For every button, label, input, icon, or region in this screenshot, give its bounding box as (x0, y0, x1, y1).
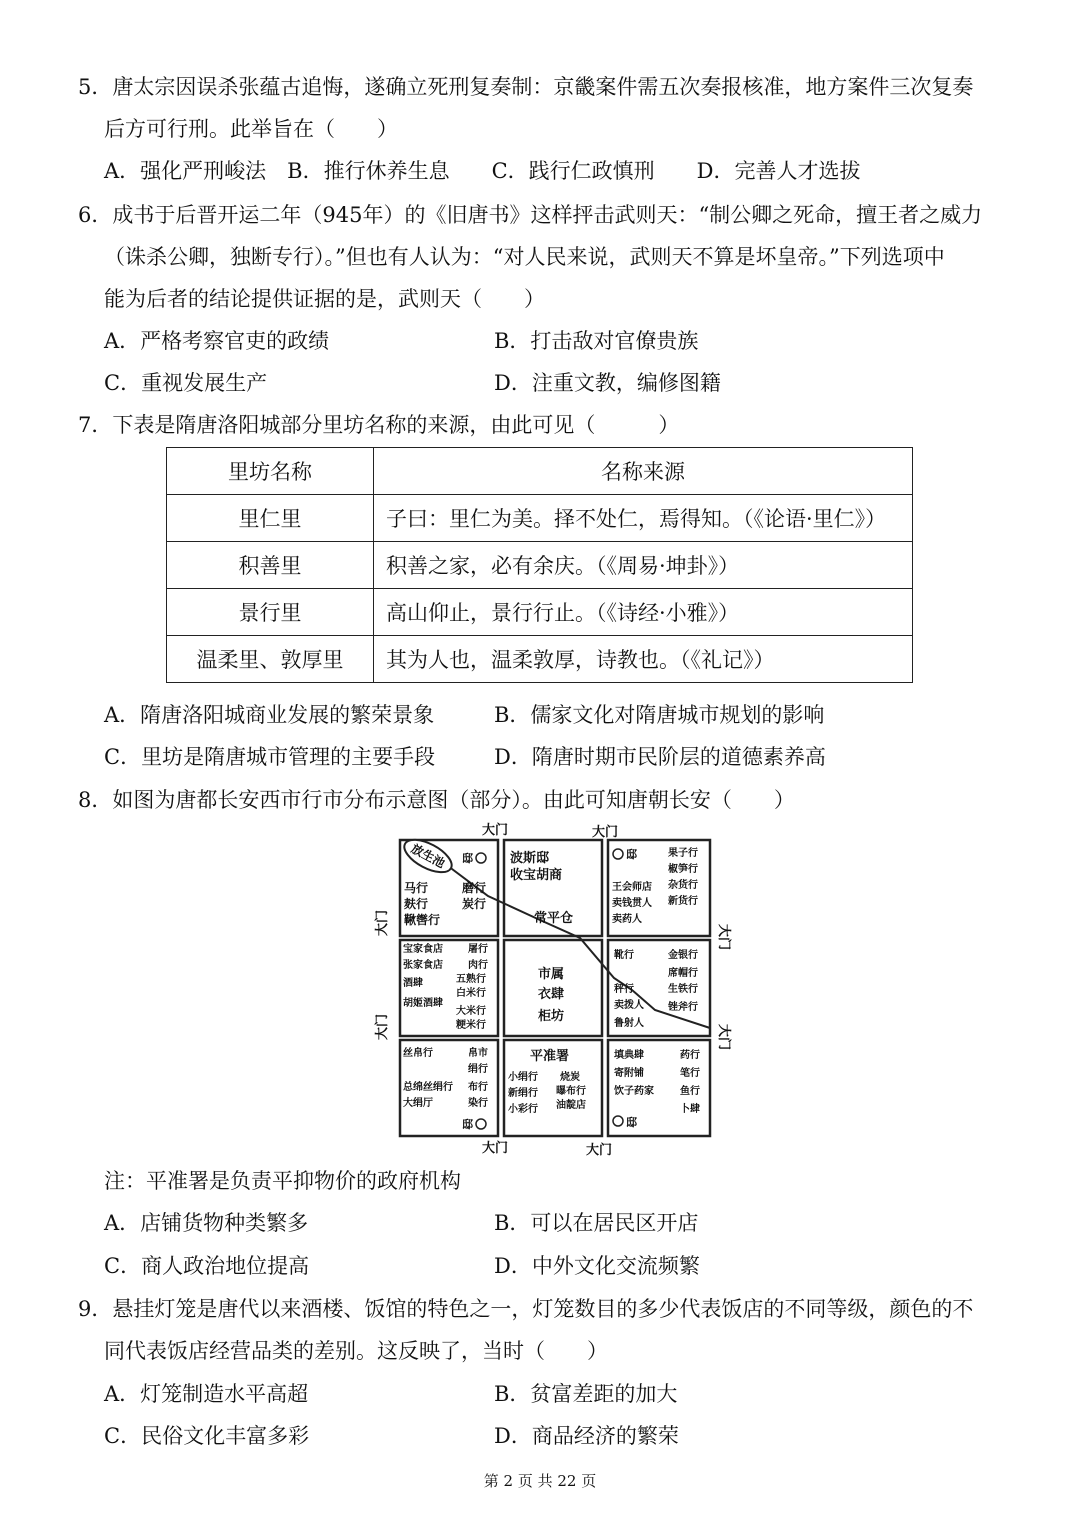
q8-option-d: D．中外文化交流频繁 (494, 1254, 700, 1278)
shop-label: 席帽行 (668, 968, 698, 979)
shop-label: 卖药人 (612, 914, 642, 925)
gate-west-2: 大门 (375, 1013, 390, 1040)
q6-stem-line2: （诛杀公卿，独断专行）。”但也有人认为：“对人民来说，武则天不算是坏皇帝。”下列选项中 (104, 245, 945, 269)
shop-label: 绢行 (468, 1064, 488, 1075)
shop-label: 波斯邸 (510, 851, 550, 866)
di-icon (476, 1119, 486, 1129)
shop-label: 卜肆 (680, 1104, 700, 1115)
shop-label: 总绵丝绢行 (403, 1082, 453, 1093)
q7-option-d: D．隋唐时期市民阶层的道德素养高 (494, 745, 826, 769)
shop-label: 五熟行 (456, 974, 486, 985)
shop-label: 宝家食店 (403, 944, 443, 955)
table-cell-source: 积善之家，必有余庆。（《周易·坤卦》） (374, 542, 913, 589)
shop-label: 王会师店 (612, 882, 652, 893)
gate-east-2: 大门 (716, 1024, 731, 1051)
table-row (167, 636, 913, 683)
shop-label: 生铁行 (668, 984, 698, 995)
shop-label: 药行 (680, 1050, 700, 1061)
shop-label: 锉斧行 (668, 1002, 698, 1013)
shop-label: 油靛店 (556, 1100, 586, 1111)
q8-option-a: A．店铺货物种类繁多 (104, 1211, 309, 1235)
table-row (167, 495, 913, 542)
table-cell-source: 高山仰止，景行行止。（《诗经·小雅》） (374, 589, 913, 636)
lifang-table (166, 447, 913, 683)
di-icon (613, 849, 623, 859)
q6-option-b: B．打击敌对官僚贵族 (494, 329, 699, 353)
q7-stem: 7．下表是隋唐洛阳城部分里坊名称的来源，由此可见（ ） (78, 413, 680, 437)
q5-stem-line2: 后方可行刑。此举旨在（ ） (104, 117, 398, 141)
shop-label: 麸行 (404, 897, 429, 911)
shop-label: 卖拨人 (614, 1000, 644, 1011)
shop-label: 平准署 (530, 1049, 570, 1064)
shop-label: 小绢行 (508, 1072, 538, 1083)
shop-label: 杂货行 (668, 880, 698, 891)
shop-label: 帛市 (468, 1048, 488, 1059)
shop-label: 张家食店 (403, 960, 443, 971)
q9-option-c: C．民俗文化丰富多彩 (104, 1424, 310, 1448)
di-label: 邸 (462, 852, 473, 865)
shop-label: 金银行 (668, 950, 698, 961)
q6-option-a: A．严格考察官吏的政绩 (104, 329, 330, 353)
table-header-source: 名称来源 (374, 448, 913, 495)
table-cell-name: 积善里 (167, 542, 374, 589)
shop-label: 大绢厅 (403, 1098, 433, 1109)
shop-label: 卖钱贯人 (612, 898, 652, 909)
di-icon (476, 853, 486, 863)
q8-option-b: B．可以在居民区开店 (494, 1211, 699, 1235)
shop-label: 果子行 (668, 848, 698, 859)
q7-option-b: B．儒家文化对隋唐城市规划的影响 (494, 703, 825, 727)
di-icon (613, 1116, 623, 1126)
gate-south-2: 大门 (586, 1143, 613, 1158)
shop-label: 鱼行 (680, 1086, 700, 1097)
gate-north-1: 大门 (482, 823, 509, 838)
shop-label: 粳米行 (456, 1020, 486, 1031)
shop-label: 磨行 (462, 881, 487, 895)
shop-label: 柜坊 (538, 1009, 565, 1024)
shop-label: 靴行 (614, 950, 634, 961)
table-cell-name: 景行里 (167, 589, 374, 636)
q5-stem-line1: 5．唐太宗因误杀张蕴古追悔，遂确立死刑复奏制：京畿案件需五次奏报核准，地方案件三次复奏 (78, 75, 974, 99)
shop-label: 屠行 (468, 944, 488, 955)
q9-stem-line1: 9．悬挂灯笼是唐代以来酒楼、饭馆的特色之一，灯笼数目的多少代表饭店的不同等级，颜色的不 (78, 1297, 974, 1321)
q9-stem-line2: 同代表饭店经营品类的差别。这反映了，当时（ ） (104, 1339, 608, 1363)
shop-label: 笔行 (680, 1068, 700, 1079)
table-cell-name: 里仁里 (167, 495, 374, 542)
q7-option-a: A．隋唐洛阳城商业发展的繁荣景象 (104, 703, 435, 727)
gate-west-1: 大门 (375, 909, 390, 936)
table-row (167, 542, 913, 589)
di-label: 邸 (462, 1118, 473, 1131)
q6-stem-line1: 6．成书于后晋开运二年（945年）的《旧唐书》这样抨击武则天：“制公卿之死命，擅王者之威力 (78, 203, 983, 227)
q9-option-a: A．灯笼制造水平高超 (104, 1382, 309, 1406)
q6-stem-line3: 能为后者的结论提供证据的是，武则天（ ） (104, 287, 545, 311)
q5-options: A．强化严刑峻法 B．推行休养生息 C．践行仁政慎刑 D．完善人才选拔 (104, 159, 861, 183)
shop-label: 烧炭 (560, 1072, 580, 1083)
shop-label: 鲁射人 (614, 1018, 644, 1029)
gate-east-1: 大门 (716, 924, 731, 951)
table-cell-name: 温柔里、敦厚里 (167, 636, 374, 683)
table-header-name: 里坊名称 (167, 448, 374, 495)
q9-option-d: D．商品经济的繁荣 (494, 1424, 679, 1448)
shop-label: 白米行 (456, 988, 486, 999)
di-label: 邸 (626, 848, 637, 861)
shop-label: 秤行 (614, 984, 634, 995)
shop-label: 马行 (404, 881, 429, 895)
shop-label: 丝帛行 (403, 1048, 433, 1059)
page-footer: 第 2 页 共 22 页 (483, 1472, 597, 1490)
q8-stem: 8．如图为唐都长安西市行市分布示意图（部分）。由此可知唐朝长安（ ） (78, 788, 795, 812)
q6-option-c: C．重视发展生产 (104, 371, 268, 395)
table-cell-source: 其为人也，温柔敦厚，诗教也。（《礼记》） (374, 636, 913, 683)
shop-label: 市属 (538, 967, 565, 982)
q8-note: 注：平准署是负责平抑物价的政府机构 (104, 1169, 461, 1193)
shop-label: 胡姬酒肆 (403, 998, 443, 1009)
table-cell-source: 子曰：里仁为美。择不处仁，焉得知。（《论语·里仁》） (374, 495, 913, 542)
shop-label: 椒笋行 (668, 864, 698, 875)
pond-label: 放生池 (408, 841, 448, 871)
shop-label: 衣肆 (538, 987, 565, 1002)
shop-label: 饮子药家 (614, 1086, 654, 1097)
table-header-row (167, 448, 913, 495)
shop-label: 布行 (468, 1082, 488, 1093)
gate-north-2: 大门 (592, 825, 619, 840)
shop-label: 新货行 (668, 896, 698, 907)
shop-label: 肉行 (468, 960, 488, 971)
q8-option-c: C．商人政治地位提高 (104, 1254, 310, 1278)
shop-label: 酒肆 (403, 978, 423, 989)
shop-label: 大米行 (456, 1006, 486, 1017)
shop-label: 炭行 (462, 897, 487, 911)
shop-label: 收宝胡商 (510, 868, 563, 883)
shop-label: 新绢行 (508, 1088, 538, 1099)
q7-option-c: C．里坊是隋唐城市管理的主要手段 (104, 745, 436, 769)
di-label: 邸 (626, 1116, 637, 1129)
shop-label: 填典肆 (614, 1050, 644, 1061)
gate-south-1: 大门 (482, 1141, 509, 1156)
q6-option-d: D．注重文教，编修图籍 (494, 371, 721, 395)
west-market-map (370, 818, 740, 1160)
shop-label: 小彩行 (508, 1104, 538, 1115)
shop-label: 常平仓 (534, 911, 574, 926)
shop-label: 曝布行 (556, 1086, 586, 1097)
shop-label: 寄附铺 (614, 1068, 644, 1079)
shop-label: 染行 (468, 1098, 488, 1109)
table-row (167, 589, 913, 636)
shop-label: 鞦辔行 (404, 913, 441, 927)
q9-option-b: B．贫富差距的加大 (494, 1382, 678, 1406)
